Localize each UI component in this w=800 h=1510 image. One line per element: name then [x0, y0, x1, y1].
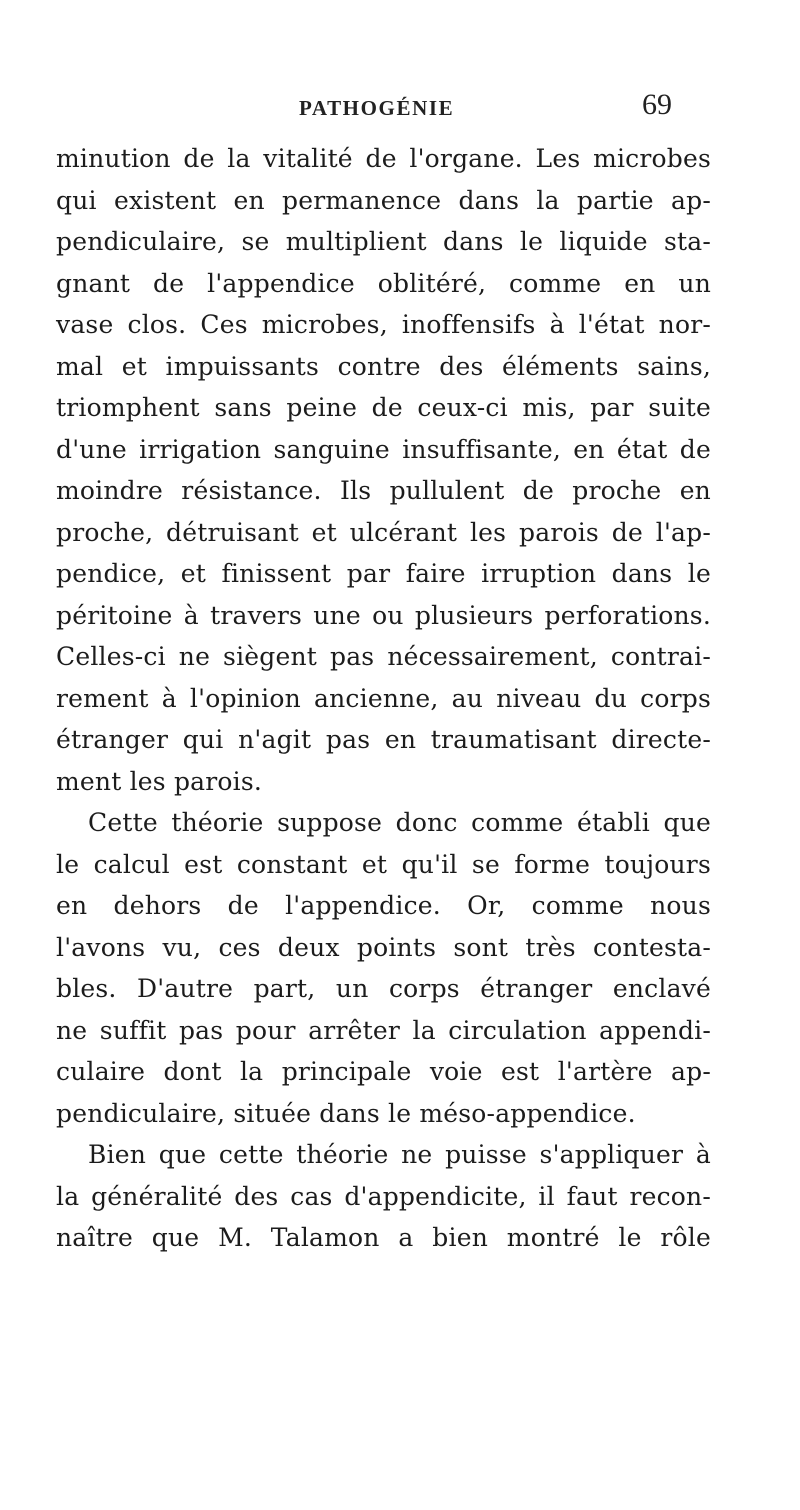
- text-line: bles. D'autre part, un corps étranger enclavé: [56, 974, 711, 1003]
- paragraph-end-line: pendiculaire, située dans le méso-appendice.: [56, 1098, 636, 1128]
- text-line: rement à l'opinion ancienne, au niveau du corps: [56, 683, 711, 713]
- page-number: 69: [642, 88, 672, 121]
- text-line: moindre résistance. Ils pullulent de proche en: [56, 476, 711, 505]
- text-line: qui existent en permanence dans la partie ap-: [56, 185, 711, 215]
- text-line: l'avons vu, ces deux points sont très contesta-: [56, 932, 711, 962]
- text-line: la généralité des cas d'appendicite, il faut recon-: [56, 1181, 711, 1211]
- paragraph-end-line: ment les parois.: [56, 766, 263, 796]
- text-line: minution de la vitalité de l'organe. Les microbes: [56, 144, 711, 173]
- running-head: PATHOGÉNIE: [299, 96, 455, 120]
- text-line: naître que M. Talamon a bien montré le rôle: [56, 1223, 711, 1252]
- text-line: proche, détruisant et ulcérant les parois de l'ap-: [56, 517, 711, 547]
- text-line: péritoine à travers une ou plusieurs perforations.: [56, 600, 711, 630]
- text-line: pendiculaire, se multiplient dans le liquide sta-: [56, 227, 711, 256]
- text-line: gnant de l'appendice oblitéré, comme en un: [56, 268, 711, 298]
- text-line: Celles-ci ne siègent pas nécessairement, contrai-: [56, 642, 711, 671]
- text-line: le calcul est constant et qu'il se forme toujours: [56, 849, 711, 879]
- text-line: en dehors de l'appendice. Or, comme nous: [56, 891, 711, 920]
- text-line: vase clos. Ces microbes, inoffensifs à l'état nor-: [56, 310, 711, 339]
- paragraph-start-line: Cette théorie suppose donc comme établi que: [88, 808, 711, 837]
- text-line: ne suffit pas pour arrêter la circulation appendi-: [56, 1015, 711, 1045]
- body-text: [56, 138, 711, 1259]
- text-line: d'une irrigation sanguine insuffisante, en état de: [56, 434, 711, 464]
- page-header: [0, 88, 800, 128]
- paragraph-start-line: Bien que cette théorie ne puisse s'appliquer à: [88, 1140, 711, 1169]
- text-line: étranger qui n'agit pas en traumatisant directe-: [56, 725, 711, 754]
- text-line: pendice, et finissent par faire irruption dans le: [56, 559, 711, 588]
- text-line: culaire dont la principale voie est l'artère ap-: [56, 1057, 711, 1086]
- text-line: mal et impuissants contre des éléments sains,: [56, 351, 711, 381]
- text-line: triomphent sans peine de ceux-ci mis, par suite: [56, 393, 711, 422]
